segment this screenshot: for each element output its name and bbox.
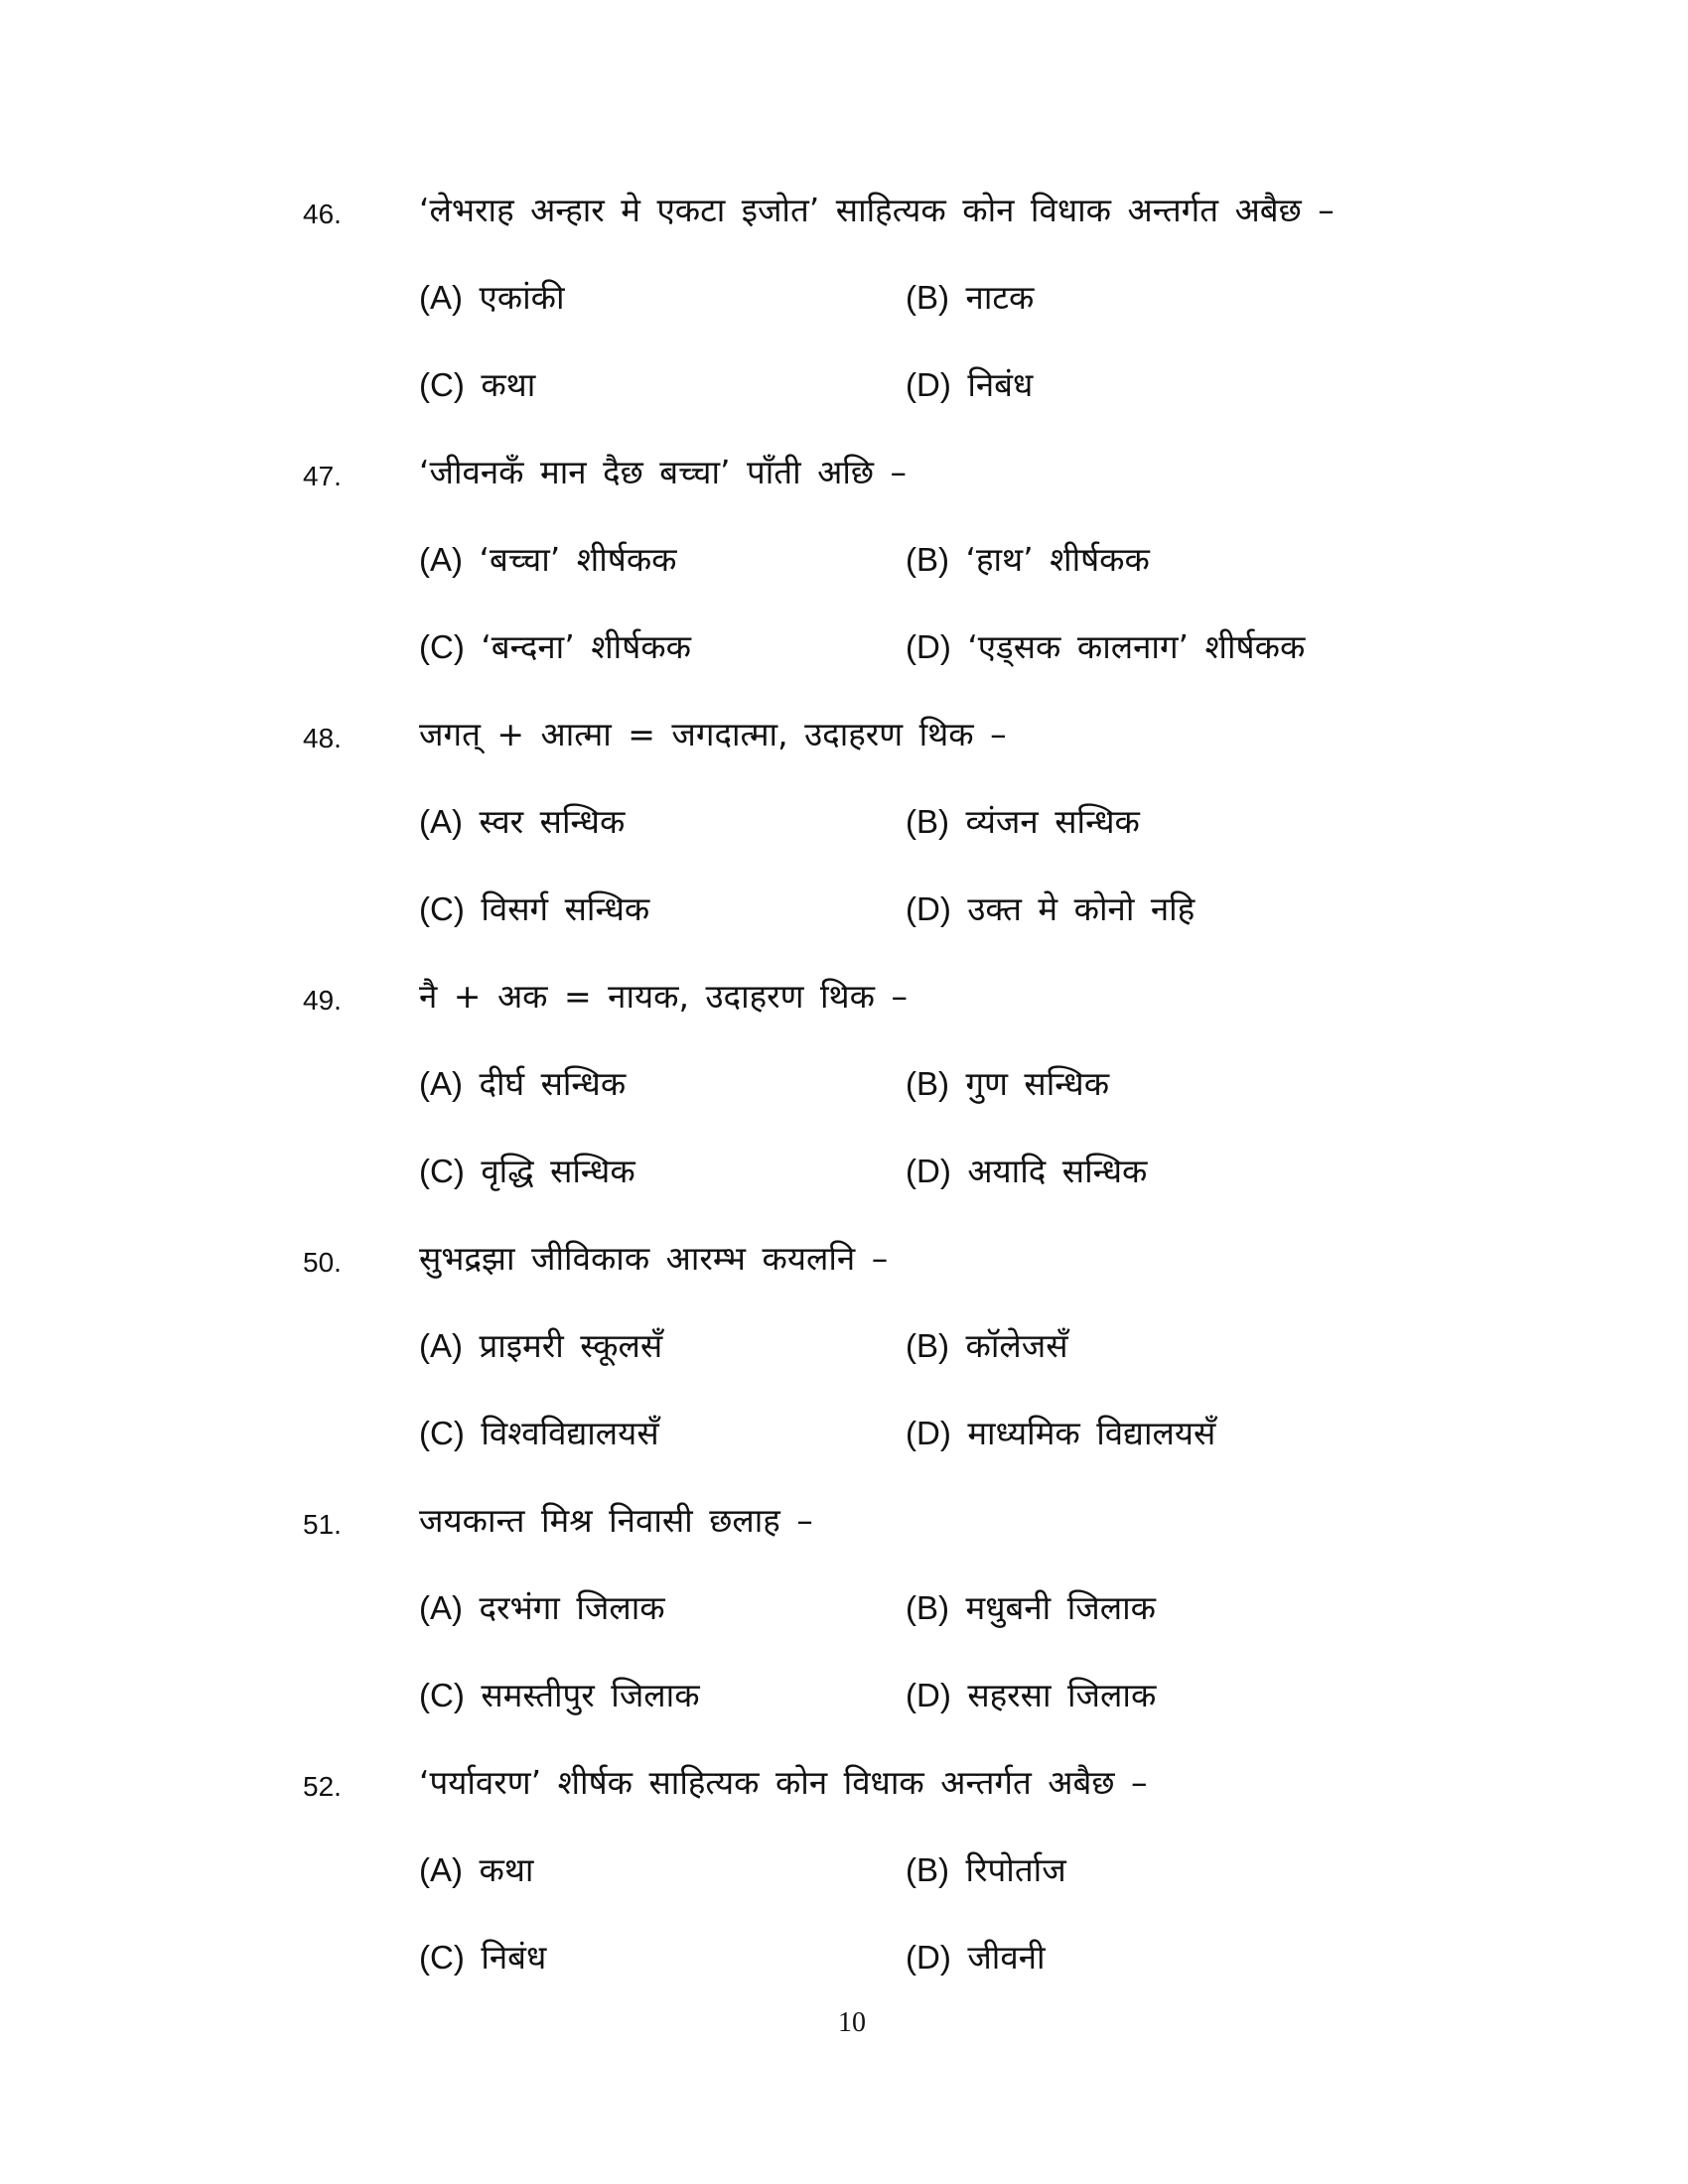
option-c [419, 1410, 659, 1454]
option-letter: (B) [906, 1589, 949, 1626]
question-text: जगत् + आत्मा = जगदात्मा, उदाहरण थिक – [419, 715, 1007, 753]
option-letter: (C) [419, 1677, 465, 1713]
option-text: ‘बन्दना’ शीर्षकक [481, 627, 691, 666]
question-number: 46. [303, 199, 342, 229]
option-d [906, 623, 1305, 668]
option-letter: (B) [906, 803, 949, 840]
option-text: कथा [481, 365, 536, 404]
option-text: नाटक [965, 278, 1035, 317]
question-number: 51. [303, 1509, 342, 1540]
option-letter: (B) [906, 541, 949, 578]
question-text: ‘लेभराह अन्हार मे एकटा इजोत’ साहित्यक कोन विधाक अन्तर्गत अबैछ – [419, 191, 1335, 229]
option-text: विसर्ग सन्धिक [481, 889, 650, 928]
option-d [906, 361, 1033, 406]
question-text: जयकान्त मिश्र निवासी छलाह – [419, 1501, 813, 1540]
question-number: 48. [303, 723, 342, 753]
option-c [419, 1934, 546, 1979]
option-text: दीर्घ सन्धिक [479, 1064, 627, 1103]
option-b [906, 1584, 1156, 1629]
option-letter: (B) [906, 279, 949, 316]
option-text: विश्वविद्यालयसँ [481, 1414, 659, 1452]
option-d [906, 1934, 1046, 1979]
option-letter: (A) [419, 541, 463, 578]
question-text: ‘पर्यावरण’ शीर्षक साहित्यक कोन विधाक अन्तर्गत अबैछ – [419, 1763, 1148, 1802]
option-text: निबंध [967, 365, 1034, 404]
option-letter: (C) [419, 1939, 465, 1976]
question-text: सुभद्रझा जीविकाक आरम्भ कयलनि – [419, 1239, 889, 1278]
question-number: 52. [303, 1771, 342, 1802]
option-c [419, 623, 691, 668]
option-text: माध्यमिक विद्यालयसँ [967, 1414, 1216, 1452]
option-b [906, 798, 1140, 843]
option-d [906, 1410, 1215, 1454]
page-number: 10 [838, 2007, 866, 2038]
option-text: सहरसा जिलाक [967, 1676, 1157, 1714]
option-text: वृद्धि सन्धिक [481, 1152, 635, 1190]
question-number: 50. [303, 1247, 342, 1278]
option-letter: (A) [419, 1589, 463, 1626]
option-b [906, 274, 1034, 319]
option-text: एकांकी [479, 278, 565, 317]
option-a [419, 1060, 626, 1105]
option-letter: (B) [906, 1065, 949, 1102]
question-number: 49. [303, 985, 342, 1016]
option-letter: (A) [419, 1851, 463, 1888]
option-text: जीवनी [967, 1938, 1046, 1977]
option-letter: (C) [419, 890, 465, 927]
option-letter: (C) [419, 1415, 465, 1451]
option-d [906, 1148, 1147, 1192]
option-letter: (A) [419, 803, 463, 840]
option-text: अयादि सन्धिक [967, 1152, 1148, 1190]
option-text: उक्त मे कोनो नहि [967, 889, 1196, 928]
option-letter: (D) [906, 366, 951, 403]
option-c [419, 361, 535, 406]
option-text: दरभंगा जिलाक [479, 1588, 665, 1627]
option-letter: (D) [906, 628, 951, 665]
option-a [419, 536, 677, 581]
option-letter: (B) [906, 1327, 949, 1364]
option-c [419, 1148, 635, 1192]
option-letter: (C) [419, 628, 465, 665]
option-a [419, 1846, 533, 1891]
option-a [419, 1322, 662, 1367]
option-letter: (A) [419, 279, 463, 316]
question-text: नै + अक = नायक, उदाहरण थिक – [419, 977, 908, 1016]
option-b [906, 1322, 1068, 1367]
option-letter: (D) [906, 1415, 951, 1451]
option-text: स्वर सन्धिक [479, 802, 626, 841]
option-letter: (A) [419, 1327, 463, 1364]
option-text: निबंध [481, 1938, 547, 1977]
option-a [419, 1584, 665, 1629]
option-text: रिपोर्ताज [965, 1850, 1066, 1889]
option-letter: (D) [906, 1677, 951, 1713]
option-letter: (B) [906, 1851, 949, 1888]
option-c [419, 886, 649, 930]
option-text: ‘हाथ’ शीर्षकक [965, 540, 1150, 579]
option-a [419, 274, 565, 319]
option-letter: (C) [419, 1153, 465, 1189]
option-c [419, 1672, 700, 1716]
option-text: व्यंजन सन्धिक [965, 802, 1140, 841]
option-b [906, 1060, 1109, 1105]
option-text: प्राइमरी स्कूलसँ [479, 1326, 663, 1365]
option-a [419, 798, 625, 843]
option-text: मधुबनी जिलाक [965, 1588, 1157, 1627]
option-d [906, 1672, 1156, 1716]
option-text: समस्तीपुर जिलाक [481, 1676, 700, 1714]
option-text: गुण सन्धिक [965, 1064, 1110, 1103]
option-b [906, 536, 1150, 581]
question-text: ‘जीवनकँ मान दैछ बच्चा’ पाँती अछि – [419, 453, 908, 491]
option-letter: (D) [906, 1153, 951, 1189]
option-text: कथा [479, 1850, 534, 1889]
option-text: कॉलेजसँ [965, 1326, 1068, 1365]
option-text: ‘एड्सक कालनाग’ शीर्षकक [967, 627, 1306, 666]
option-letter: (A) [419, 1065, 463, 1102]
question-number: 47. [303, 461, 342, 491]
option-letter: (D) [906, 1939, 951, 1976]
option-letter: (D) [906, 890, 951, 927]
option-text: ‘बच्चा’ शीर्षकक [479, 540, 677, 579]
option-b [906, 1846, 1066, 1891]
option-letter: (C) [419, 366, 465, 403]
option-d [906, 886, 1195, 930]
